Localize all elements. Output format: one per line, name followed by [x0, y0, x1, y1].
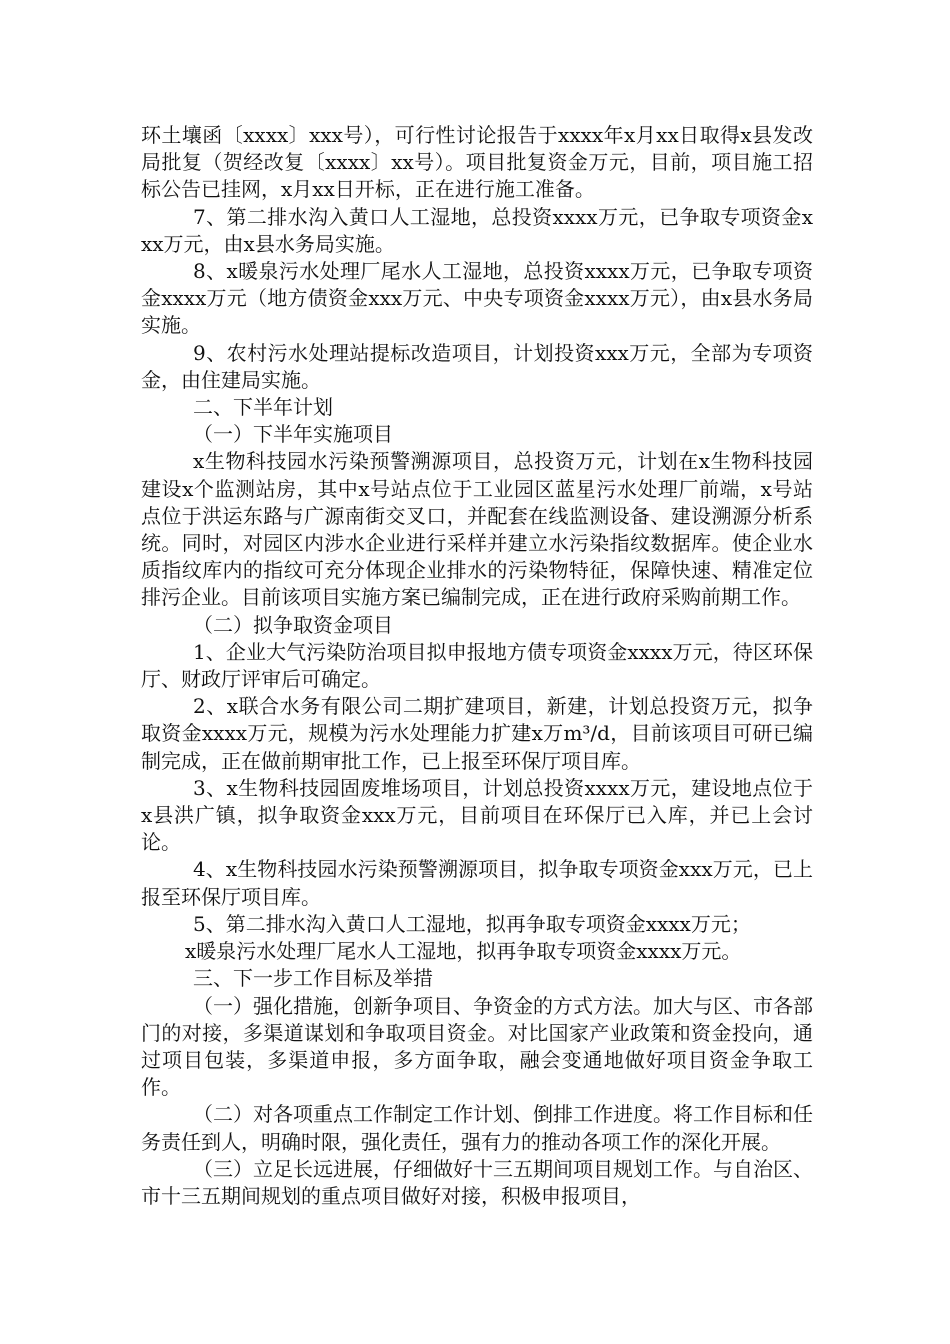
subsection-heading-2-1: （一）下半年实施项目 — [193, 422, 393, 447]
paragraph-item-7: 7、第二排水沟入黄口人工湿地，总投资xxxx万元，已争取专项资金xxx万元，由x县水务局实施。 — [141, 204, 813, 256]
paragraph-funding-5b: x暖泉污水处理厂尾水人工湿地，拟再争取专项资金xxxx万元。 — [185, 939, 742, 964]
paragraph-item-9: 9、农村污水处理站提标改造项目，计划投资xxx万元，全部为专项资金，由住建局实施。 — [141, 340, 813, 392]
paragraph-funding-1: 1、企业大气污染防治项目拟申报地方债专项资金xxxx万元，待区环保厅、财政厅评审后可确定。 — [141, 639, 813, 692]
paragraph-funding-2: 2、x联合水务有限公司二期扩建项目，新建，计划总投资万元，拟争取资金xxxx万元，规模为污水处理能力扩建x万m³/d，目前该项目可研已编制完成，正在做前期审批工作，已上报至环保厅项目库。 — [141, 694, 813, 773]
section-heading-2: 二、下半年计划 — [193, 395, 333, 420]
subsection-heading-2-2: （二）拟争取资金项目 — [193, 612, 393, 637]
section-heading-3: 三、下一步工作目标及举措 — [193, 966, 433, 991]
paragraph-funding-5: 5、第二排水沟入黄口人工湿地，拟再争取专项资金xxxx万元； — [193, 911, 751, 936]
paragraph-measure-2: （二）对各项重点工作制定工作计划、倒排工作进度。将工作目标和任务责任到人，明确时限，强化责任，强有力的推动各项工作的深化开展。 — [141, 1102, 813, 1154]
paragraph-item-8: 8、x暖泉污水处理厂尾水人工湿地，总投资xxxx万元，已争取专项资金xxxx万元（地方债资金xxx万元、中央专项资金xxxx万元），由x县水务局实施。 — [141, 259, 813, 338]
paragraph-funding-4: 4、x生物科技园水污染预警溯源项目，拟争取专项资金xxx万元，已上报至环保厅项目库。 — [141, 857, 813, 909]
paragraph-measure-1: （一）强化措施，创新争项目、争资金的方式方法。加大与区、市各部门的对接，多渠道谋划和争取项目资金。对比国家产业政策和资金投向，通过项目包装，多渠道申报，多方面争取，融会变通地做好项目资金争取工作。 — [141, 993, 813, 1100]
paragraph-continuation: 环土壤函〔xxxx〕xxx号），可行性讨论报告于xxxx年x月xx日取得x县发改局批复（贺经改复〔xxxx〕xx号）。项目批复资金万元，目前，项目施工招标公告已挂网，x月xx日开标，正在进行施工准备。 — [141, 123, 813, 202]
document-body — [141, 122, 813, 1210]
paragraph-plan-project: x生物科技园水污染预警溯源项目，总投资万元，计划在x生物科技园建设x个监测站房，其中x号站点位于工业园区蓝星污水处理厂前端，x号站点位于洪运东路与广源南街交叉口，并配套在线监测设备、建设溯源分析系统。同时，对园区内涉水企业进行采样并建立水污染指纹数据库。使企业水质指纹库内的指纹可充分体现企业排水的污染物特征，保障快速、精准定位排污企业。目前该项目实施方案已编制完成，正在进行政府采购前期工作。 — [141, 449, 813, 610]
paragraph-measure-3: （三）立足长远进展，仔细做好十三五期间项目规划工作。与自治区、市十三五期间规划的重点项目做好对接，积极申报项目， — [141, 1156, 813, 1208]
paragraph-funding-3: 3、x生物科技园固废堆场项目，计划总投资xxxx万元，建设地点位于x县洪广镇，拟争取资金xxx万元，目前项目在环保厅已入库，并已上会讨论。 — [141, 775, 813, 855]
